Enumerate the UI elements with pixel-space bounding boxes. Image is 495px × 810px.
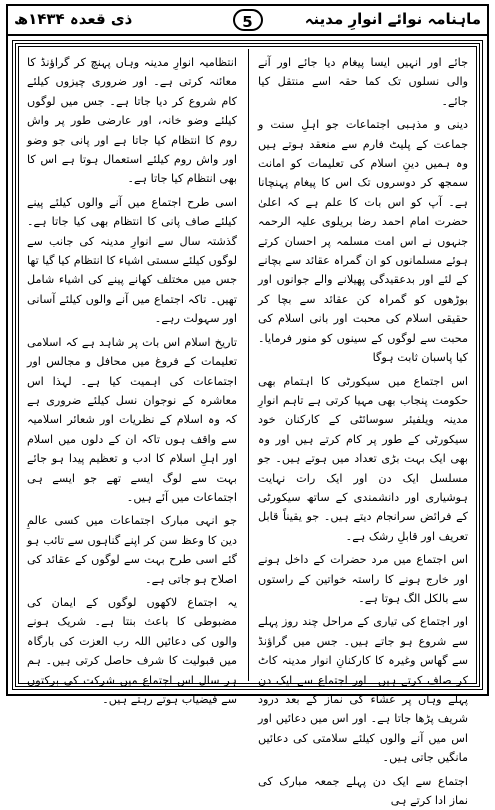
paragraph: جائے اور انہیں ایسا پیغام دیا جائے اور آنے والی نسلوں تک کما حقہ اسے منتقل کیا جائے۔ (258, 56, 468, 108)
decorative-frame (12, 40, 483, 808)
paragraph: جو انہی مبارک اجتماعات میں کسی عالمِ دین کا وعظ سن کر اپنے گناہوں سے تائب ہو گئے اسی طرح بہت سے لوگوں کے عقائد کی اصلاح ہو جاتی ہے۔ (27, 514, 237, 586)
paragraph: انتظامیہ انوارِ مدینہ وہاں پہنچ کر گراؤنڈ کا معائنہ کرتی ہے۔ اور ضروری چیزوں کیلئے کام شروع کر دیا جاتا ہے۔ جس میں لوگوں کیلئے وضو خانہ، اور عارضی طور پر واش روم کا انتظام کیا جاتا ہے اور پانی جو وضو اور واش روم کیلئے استعمال ہوتا ہے اس کا بھی انتظام کیا جاتا ہے۔ (27, 56, 237, 186)
paragraph: اسی طرح اجتماع میں آنے والوں کیلئے پینے کیلئے صاف پانی کا انتظام بھی کیا جاتا ہے۔ گذشتہ سال سے انوارِ مدینہ کی جانب سے لوگوں کیلئے سستی اشیاء کا انتظام کیا گیا تھا جس میں مختلف کھانے پینے کی اشیاء شامل تھیں۔ تاکہ اجتماع میں آنے والوں کیلئے آسانی اور سہولت رہے۔ (27, 195, 237, 326)
paragraph: دینی و مذہبی اجتماعات جو اہلِ سنت و جماعت کے پلیٹ فارم سے منعقد ہوتے ہیں وہ ہمیں دینِ اسلام کی تعلیمات کو امانت سمجھ کر دوسروں تک اس کا پیغام پہنچانا ہے۔ آپ کو اس بات کا علم ہے کہ اعلیٰ حضرت امام احمد رضا بریلوی علیہ الرحمہ جنہوں نے اس امت مسلمہ پر احسان کرتے ہوئے مسلمانوں کو ان گمراہ عقائد سے بچانے کے لئے اور بدعقیدگی پھیلانے والے جوانوں اور بوڑھوں کو گمراہ کن عقائد سے بچا کر حقیقی اسلام کی محبت اور بانی اسلام کی محبت سے لوگوں کے سینوں کو منور فرمایا۔ کیا پاسبان ثابت ہوگا (258, 118, 468, 365)
column-divider (248, 49, 249, 681)
magazine-page (6, 4, 489, 808)
paragraph: اور اجتماع کی تیاری کے مراحل چند روز پہلے سے شروع ہو جاتے ہیں۔ جس میں گراؤنڈ سے گھاس وغیرہ کا کارکنانِ انوار مدینہ کاٹ کر صاف کرتے ہیں۔ اور اجتماع سے ایک دن پہلے وہاں پر عشاء کی نماز کے بعد درود شریف پڑھا جاتا ہے۔ اور اس میں دعائیں اور اس میں آنے والوں کیلئے سلامتی کی دعائیں مانگیں جاتی ہیں۔ (258, 615, 468, 765)
magazine-title: ماہنامہ نوائے انوارِ مدینہ (304, 10, 481, 28)
issue-date: ذی قعدہ ۱۴۳۴ھ (14, 10, 133, 28)
paragraph: اس اجتماع میں مرد حضرات کے داخل ہونے اور خارج ہونے کا راستہ خواتین کے راستوں سے بالکل الگ ہوتا ہے۔ (258, 553, 468, 605)
page-number: 5 (233, 9, 263, 31)
paragraph: اس اجتماع میں سیکورٹی کا اہتمام بھی حکومت پنجاب بھی مہیا کرتی ہے تاہم انوارِ مدینہ ویلفیئر سوسائٹی کے کارکنان خود سیکورٹی کے طور پر کام کرتے ہیں اور وہ بھی ایک بہت بڑی تعداد میں ہوتے ہیں۔ جو مسلسل ایک دن اور ایک رات نہایت ہوشیاری اور دانشمندی کے ساتھ سیکورٹی کے فرائض سرانجام دیتے ہیں۔ جو یقیناً قابل تعریف اور قابلِ رشک ہے۔ (258, 374, 468, 543)
left-column (27, 53, 237, 706)
paragraph: اجتماع سے ایک دن پہلے جمعہ مبارک کی نماز ادا کرتے ہی (258, 774, 468, 808)
paragraph: تاریخ اسلام اس بات پر شاہد ہے کہ اسلامی تعلیمات کے فروغ میں محافل و مجالس اور اجتماعات کی اہمیت کیا ہے۔ لہذا اس معاشرہ کے نوجوان نسل کیلئے ضروری ہے کہ وہ اسلام کے نظریات اور شعائر اسلامیہ سے واقف ہوں تاکہ ان کے دلوں میں اسلام اور اہلِ اسلام کا ادب و تعظیم پیدا ہو جائے بہت سے لوگ ایسے تھے جو ایسے ہی اجتماعات میں آئے ہیں۔ (27, 335, 237, 504)
right-column (258, 53, 468, 808)
paragraph: یہ اجتماع لاکھوں لوگوں کے ایمان کی مضبوطی کا باعث بنتا ہے۔ شریک ہونے والوں کی دعائیں اللہ رب العزت کی بارگاہ میں قبولیت کا شرف حاصل کرتی ہیں۔ ہم ہر سال اس اجتماع میں شرکت کی برکتوں سے فیضیاب ہوتے رہتے ہیں۔ (27, 595, 237, 706)
page-header (8, 6, 487, 36)
